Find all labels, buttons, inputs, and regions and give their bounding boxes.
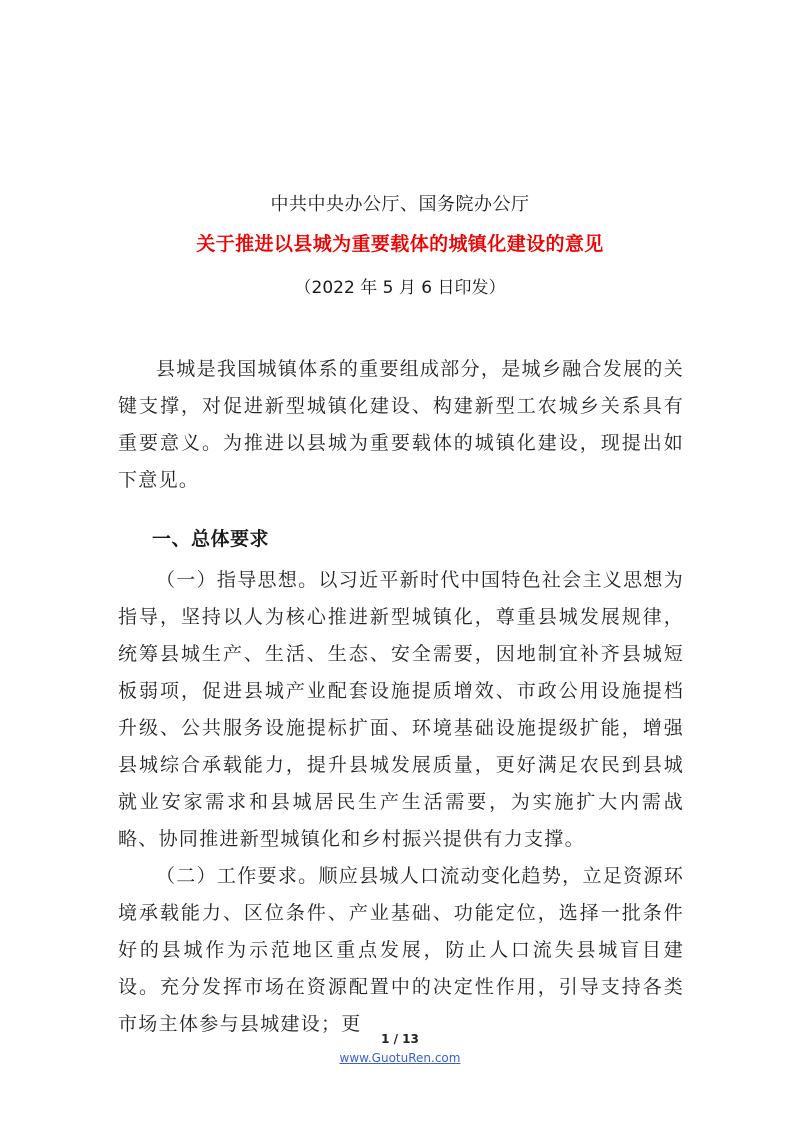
document-issuer: 中共中央办公厅、国务院办公厅 (270, 194, 530, 215)
section-body (118, 562, 684, 1043)
intro-block (118, 351, 684, 499)
issue-date: （2022 年 5 月 6 日印发） (294, 278, 506, 298)
document-title: 关于推进以县城为重要载体的城镇化建设的意见 (196, 233, 604, 255)
intro-paragraph: 县城是我国城镇体系的重要组成部分，是城乡融合发展的关键支撑，对促进新型城镇化建设、构建新型工农城乡关系具有重要意义。为推进以县城为重要载体的城镇化建设，现提出如下意见。 (118, 358, 684, 491)
paragraph-work-requirements: （二）工作要求。顺应县城人口流动变化趋势，立足资源环境承载能力、区位条件、产业基础、功能定位，选择一批条件好的县城作为示范地区重点发展，防止人口流失县城盲目建设。充分发挥市场在资源配置中的决定性作用，引导支持各类市场主体参与县城建设；更 (118, 865, 684, 1035)
site-link[interactable]: www.GuotuRen.com (339, 1051, 461, 1065)
paragraph-guiding-ideology: （一）指导思想。以习近平新时代中国特色社会主义思想为指导，坚持以人为核心推进新型城镇化，尊重县城发展规律，统筹县城生产、生活、生态、安全需要，因地制宜补齐县城短板弱项，促进县城产业配套设施提质增效、市政公用设施提档升级、公共服务设施提标扩面、环境基础设施提级扩能，增强县城综合承载能力，提升县城发展质量，更好满足农民到县城就业安家需求和县城居民生产生活需要，为实施扩大内需战略、协同推进新型城镇化和乡村振兴提供有力支撑。 (118, 569, 684, 850)
page-number: 1 / 13 (381, 1032, 419, 1046)
page-footer (0, 1032, 800, 1067)
section-heading: 一、总体要求 (152, 528, 270, 550)
